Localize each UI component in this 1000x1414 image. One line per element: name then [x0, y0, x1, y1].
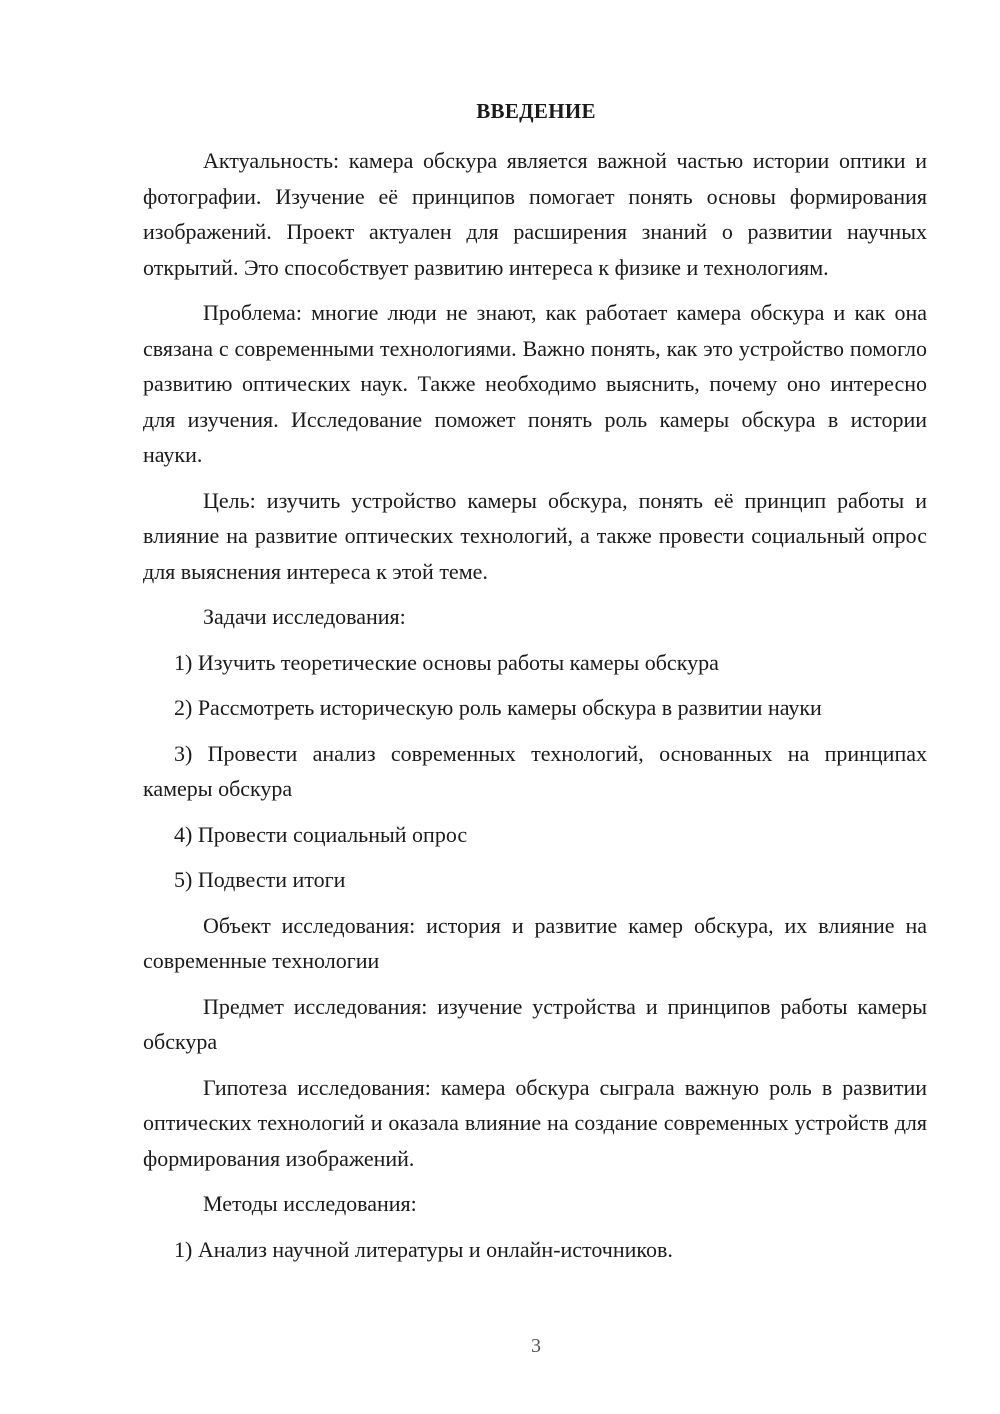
task-item-2: 2) Рассмотреть историческую роль камеры обскура в развитии науки — [174, 695, 822, 720]
section-heading: ВВЕДЕНИЕ — [476, 99, 596, 123]
methods-heading: Методы исследования: — [203, 1191, 417, 1216]
page-number: 3 — [531, 1335, 541, 1357]
body-text — [143, 143, 927, 1277]
problem-paragraph: Проблема: многие люди не знают, как работает камера обскура и как она связана с современными технологиями. Важно понять, как это устройство помогло развитию оптических наук. Также необходимо выяснить, почему оно интересно для изучения. Исследование поможет понять роль камеры обскура в истории науки. — [143, 300, 927, 467]
relevance-paragraph: Актуальность: камера обскура является важной частью истории оптики и фотографии. Изучение её принципов помогает понять основы формирования изображений. Проект актуален для расширения знаний о развитии научных открытий. Это способствует развитию интереса к физике и технологиям. — [143, 148, 927, 280]
task-item-1: 1) Изучить теоретические основы работы камеры обскура — [174, 649, 719, 675]
object-paragraph: Объект исследования: история и развитие камер обскура, их влияние на современные технологии — [143, 912, 927, 973]
task-item-5: 5) Подвести итоги — [174, 867, 346, 892]
tasks-heading: Задачи исследования: — [203, 604, 406, 629]
task-item-3: 3) Провести анализ современных технологий, основанных на принципах камеры обскура — [143, 740, 927, 801]
goal-paragraph: Цель: изучить устройство камеры обскура, понять её принцип работы и влияние на развитие оптических технологий, а также провести социальный опрос для выяснения интереса к этой теме. — [143, 487, 927, 584]
hypothesis-paragraph: Гипотеза исследования: камера обскура сыграла важную роль в развитии оптических технологий и оказала влияние на создание современных устройств для формирования изображений. — [143, 1074, 927, 1171]
task-item-4: 4) Провести социальный опрос — [174, 821, 468, 847]
method-item-1: 1) Анализ научной литературы и онлайн-источников. — [174, 1236, 673, 1262]
subject-paragraph: Предмет исследования: изучение устройства и принципов работы камеры обскура — [143, 993, 927, 1054]
